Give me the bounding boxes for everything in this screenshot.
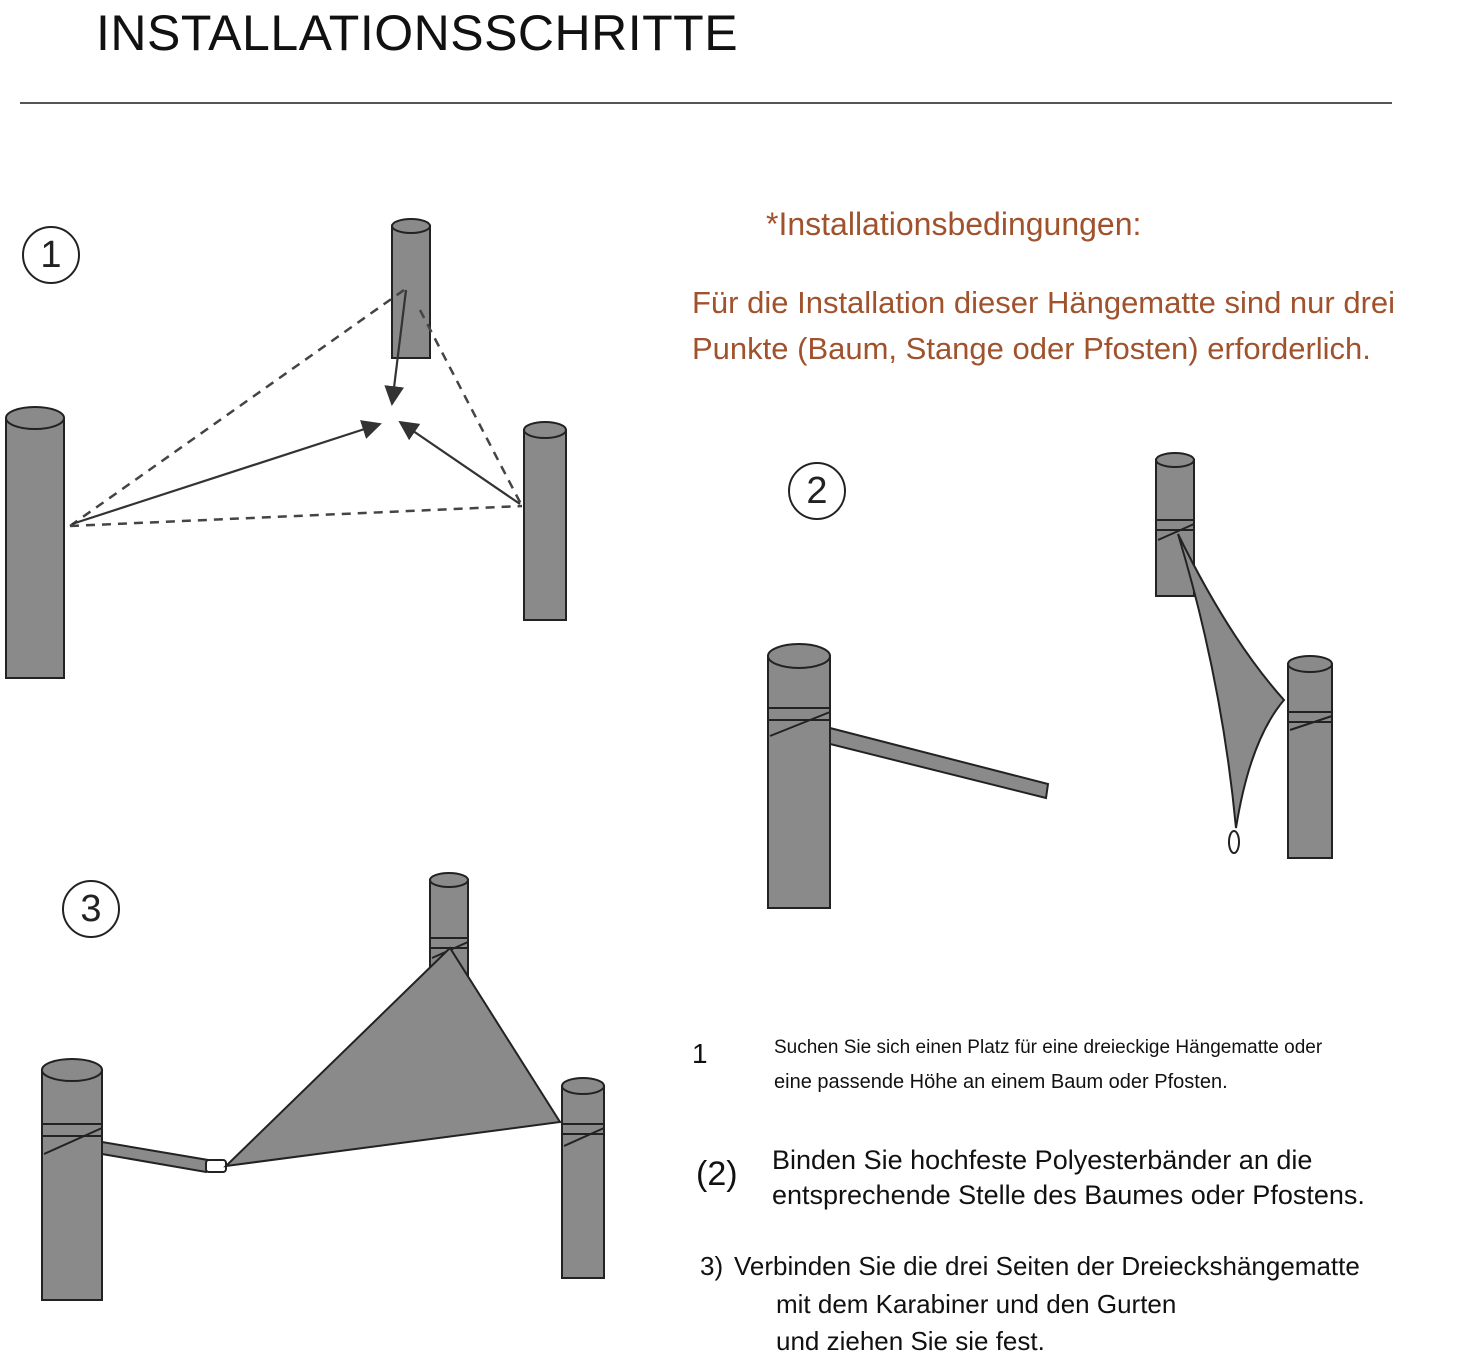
step-3-label: 3 [62, 880, 120, 938]
post-left [42, 1059, 102, 1300]
step-3-marker: 3) [700, 1251, 724, 1281]
post-left [768, 644, 830, 908]
diagram-step-3 [42, 873, 604, 1300]
post-right [1288, 656, 1332, 858]
conditions-heading: *Installationsbedingungen: [766, 206, 1142, 242]
carabiner [1229, 831, 1239, 853]
step-2-marker: (2) [696, 1155, 738, 1193]
step-3-text-line: mit dem Karabiner und den Gurten [776, 1289, 1177, 1319]
arrows [72, 290, 520, 524]
step-2-text-line: entsprechende Stelle des Baumes oder Pfostens. [772, 1180, 1365, 1210]
conditions-text-line: Für die Installation dieser Hängematte sind nur drei [692, 285, 1396, 320]
step-1-label: 1 [22, 226, 80, 284]
strap [830, 728, 1048, 798]
post-right [524, 422, 566, 620]
strap [102, 1142, 208, 1172]
page-title: INSTALLATIONSSCHRITTE [96, 5, 739, 61]
post-top [392, 219, 430, 358]
step-3-text-line: und ziehen Sie sie fest. [776, 1326, 1045, 1356]
diagram-step-2 [768, 453, 1332, 908]
conditions-text-line: Punkte (Baum, Stange oder Pfosten) erforderlich. [692, 331, 1371, 366]
diagram-step-1 [6, 219, 566, 678]
hammock-stretched [226, 948, 560, 1166]
dashed-triangle [70, 290, 522, 526]
carabiner [206, 1160, 226, 1172]
step-1-text-line: eine passende Höhe an einem Baum oder Pfosten. [774, 1071, 1228, 1093]
step-1-marker: 1 [692, 1038, 708, 1069]
post-top [1156, 453, 1194, 596]
step-1-text-line: Suchen Sie sich einen Platz für eine dreieckige Hängematte oder [774, 1037, 1323, 1058]
step-2-label: 2 [788, 462, 846, 520]
step-2-text-line: Binden Sie hochfeste Polyesterbänder an die [772, 1145, 1313, 1175]
post-right [562, 1078, 604, 1278]
hammock-hanging [1178, 534, 1284, 828]
post-left [6, 407, 64, 678]
step-3-text-line: Verbinden Sie die drei Seiten der Dreieckshängematte [734, 1251, 1360, 1281]
